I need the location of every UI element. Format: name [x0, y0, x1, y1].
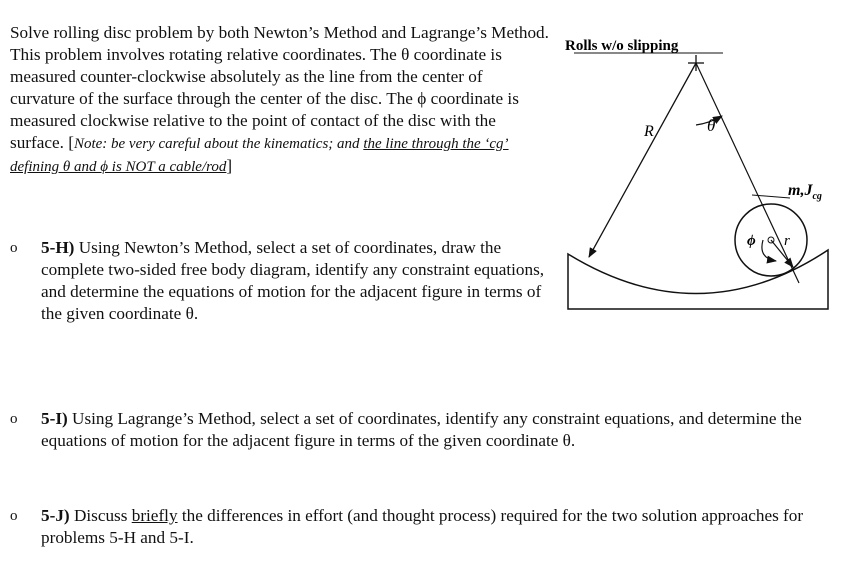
mass-leader: [752, 195, 790, 198]
problem-intro: [10, 22, 550, 178]
problem-text-after: the differences in effort (and thought process) required for the two solution approaches for problems 5-H and 5-I.: [41, 506, 804, 547]
label-r: r: [784, 233, 790, 249]
figure-title: Rolls w/o slipping: [565, 38, 679, 54]
problem-text: Using Lagrange’s Method, select a set of coordinates, identify any constraint equations, and determine the equations of motion for the adjacent figure in terms of the given coordinate θ.: [41, 409, 802, 450]
bullet-icon: o: [10, 240, 18, 256]
curved-surface: [568, 250, 828, 309]
radius-R-arrow: [589, 63, 696, 257]
problem-text-before: Discuss: [69, 506, 132, 525]
problem-5i: [10, 408, 850, 452]
intro-text: Solve rolling disc problem by both Newton’s Method and Lagrange’s Method. This problem involves rotating relative coordinates. The θ coordinate is measured counter-clockwise absolutely as the line from the center of curvature of the surface through the center of the disc. The ϕ coordinate is measured clockwise relative to the point of contact of the disc with the surface. [: [10, 23, 549, 152]
label-cg: cg: [812, 191, 822, 202]
bullet-icon: o: [10, 508, 18, 524]
problem-5j: [10, 505, 850, 549]
note-close: ]: [226, 156, 233, 175]
rolling-disc-figure: [560, 25, 835, 320]
problem-tag: 5-J): [41, 506, 70, 525]
label-phi: ϕ: [747, 233, 756, 249]
label-theta: θ: [707, 116, 716, 135]
label-m: m,J: [788, 182, 813, 199]
problem-text: Using Newton’s Method, select a set of coordinates, draw the complete two-sided free body diagram, identify any constraint equations, and determine the equations of motion for the adjacent figure in terms of the given coordinate θ.: [41, 238, 545, 323]
label-mass: [788, 182, 822, 202]
problem-tag: 5-I): [41, 409, 68, 428]
problem-5h: [10, 237, 545, 325]
note-text: be very careful about the kinematics; and: [107, 136, 364, 152]
note-underlined: the line through the ‘cg’ defining θ and ϕ is NOT a cable/rod: [10, 136, 509, 175]
theta-line: [696, 63, 799, 283]
problem-underlined: briefly: [131, 506, 178, 525]
note-label: Note:: [73, 136, 108, 152]
label-R: R: [644, 123, 654, 140]
problem-tag: 5-H): [41, 238, 75, 257]
bullet-icon: o: [10, 411, 18, 427]
